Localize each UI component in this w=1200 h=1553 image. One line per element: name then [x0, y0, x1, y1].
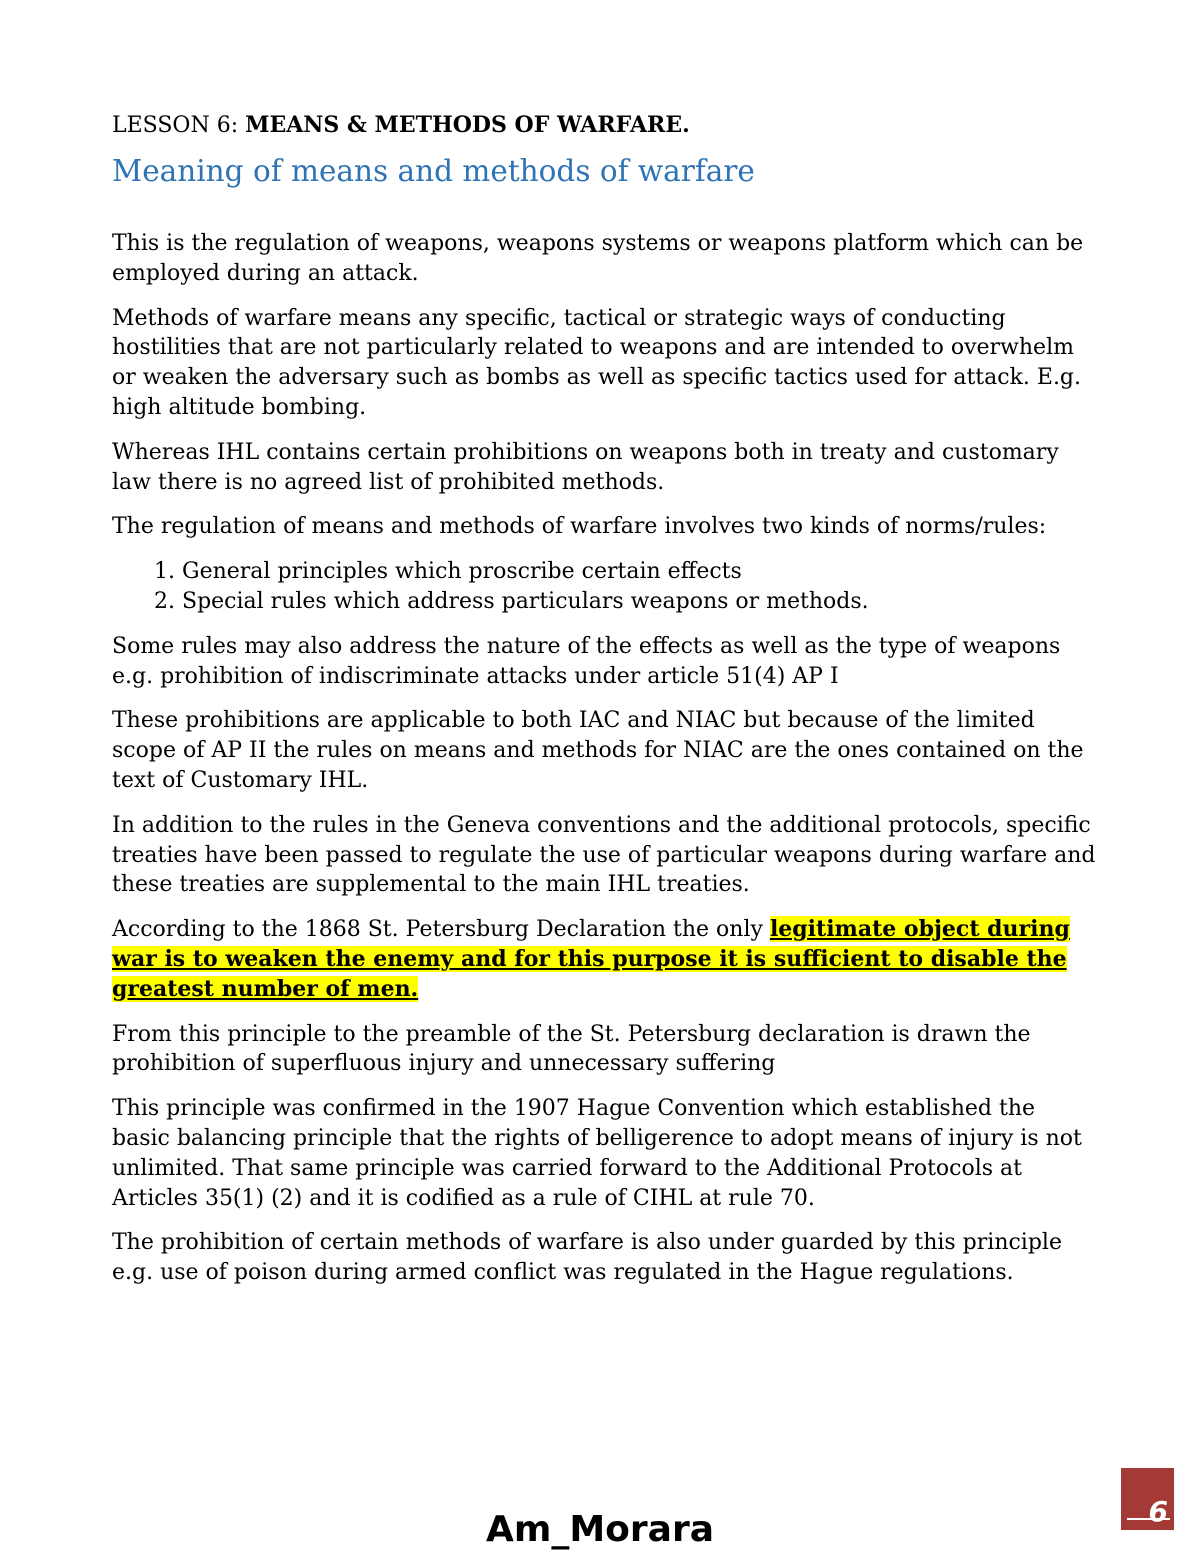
paragraph-methods-definition: Methods of warfare means any specific, tactical or strategic ways of conducting hostilities that are not particularly related to weapons and are intended to overwhelm or weaken the adversary such as bombs as well as specific tactics used for attack. E.g. high altitude bombing. — [112, 305, 1082, 420]
paragraph-st-petersburg — [112, 915, 1097, 1004]
lesson-prefix: LESSON 6: — [112, 113, 246, 138]
paragraph-hague-convention: This principle was confirmed in the 1907 Hague Convention which established the basic balancing principle that the rights of belligerence to adopt means of injury is not unlimited. That same principle was carried forward to the Additional Protocols at Articles 35(1) (2) and it is codified as a rule of CIHL at rule 70. — [112, 1096, 1082, 1211]
paragraph-regulation-norms: The regulation of means and methods of warfare involves two kinds of norms/rules: — [112, 514, 1047, 540]
paragraph-superfluous-injury: From this principle to the preamble of the St. Petersburg declaration is drawn the prohibition of superfluous injury and unnecessary suffering — [112, 1021, 1031, 1077]
document-page — [112, 110, 1097, 1303]
paragraph-specific-treaties: In addition to the rules in the Geneva conventions and the additional protocols, specific treaties have been passed to regulate the use of particular weapons during warfare and these treaties are supplemental to the main IHL treaties. — [112, 812, 1096, 898]
list-item: 1. General principles which proscribe certain effects — [182, 557, 1097, 587]
paragraph-nature-of-effects: Some rules may also address the nature of the effects as well as the type of weapons e.g. prohibition of indiscriminate attacks under article 51(4) AP I — [112, 633, 1061, 689]
highlighted-quote: legitimate object during war is to weaken the enemy and for this purpose it is sufficient to disable the greatest number of men. — [112, 916, 1070, 1002]
paragraph-iac-niac: These prohibitions are applicable to both IAC and NIAC but because of the limited scope of AP II the rules on means and methods for NIAC are the ones contained on the text of Customary IHL. — [112, 708, 1084, 793]
paragraph-ihl-prohibitions: Whereas IHL contains certain prohibitions on weapons both in treaty and customary law there is no agreed list of prohibited methods. — [112, 439, 1059, 495]
lesson-title-line — [112, 110, 1097, 141]
paragraph-poison-prohibition: The prohibition of certain methods of warfare is also under guarded by this principle e.g. use of poison during armed conflict was regulated in the Hague regulations. — [112, 1230, 1062, 1286]
list-item: 2. Special rules which address particulars weapons or methods. — [182, 587, 1097, 617]
st-petersburg-lead: According to the 1868 St. Petersburg Declaration the only — [112, 917, 770, 943]
section-heading: Meaning of means and methods of warfare — [112, 154, 755, 188]
paragraph-means-definition: This is the regulation of weapons, weapons systems or weapons platform which can be employed during an attack. — [112, 231, 1084, 286]
lesson-title: MEANS & METHODS OF WARFARE. — [245, 112, 690, 138]
norms-list — [112, 557, 1097, 617]
page-number: 6 — [1148, 1495, 1168, 1528]
footer-author: Am_Morara — [485, 1509, 715, 1550]
